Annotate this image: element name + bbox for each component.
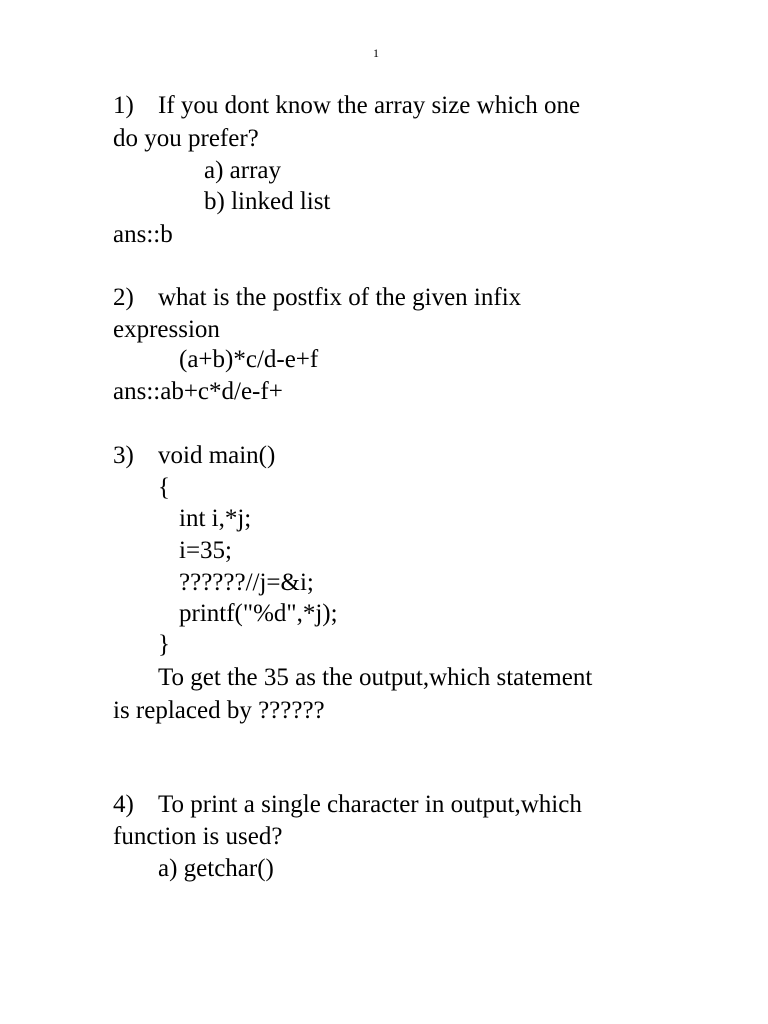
question-3-line-3: is replaced by ?????? <box>113 697 325 724</box>
question-4-option-a: a) getchar() <box>158 855 274 882</box>
code-line: printf("%d",*j); <box>179 600 338 627</box>
code-line: int i,*j; <box>179 505 252 532</box>
question-2-line-2: expression <box>113 316 220 343</box>
question-3-line-1 <box>113 441 275 471</box>
question-3-number: 3) <box>113 442 134 469</box>
question-2-expression: (a+b)*c/d-e+f <box>179 346 319 373</box>
page-number: 1 <box>373 46 379 60</box>
question-2-number: 2) <box>113 284 134 311</box>
question-2-answer: ans::ab+c*d/e-f+ <box>113 378 283 405</box>
question-1-answer: ans::b <box>113 221 173 248</box>
question-1-text: If you dont know the array size which one <box>158 92 581 119</box>
question-1-option-b: b) linked list <box>204 188 331 215</box>
question-1-option-a: a) array <box>204 157 282 184</box>
code-line: ??????//j=&i; <box>179 569 314 596</box>
code-line: i=35; <box>179 537 232 564</box>
question-1-number: 1) <box>113 92 134 119</box>
question-2-line-1 <box>113 283 521 313</box>
question-4-line-2: function is used? <box>113 823 283 850</box>
question-1-line-1 <box>113 91 580 121</box>
code-line: } <box>158 631 170 658</box>
question-3-line-2: To get the 35 as the output,which statement <box>158 664 593 691</box>
question-4-number: 4) <box>113 791 134 818</box>
question-1-line-2: do you prefer? <box>113 125 259 152</box>
question-4-text: To print a single character in output,which <box>158 791 582 818</box>
question-2-text: what is the postfix of the given infix <box>158 284 522 311</box>
question-4-line-1 <box>113 790 582 820</box>
code-line: void main() <box>158 442 276 469</box>
code-line: { <box>158 474 170 501</box>
